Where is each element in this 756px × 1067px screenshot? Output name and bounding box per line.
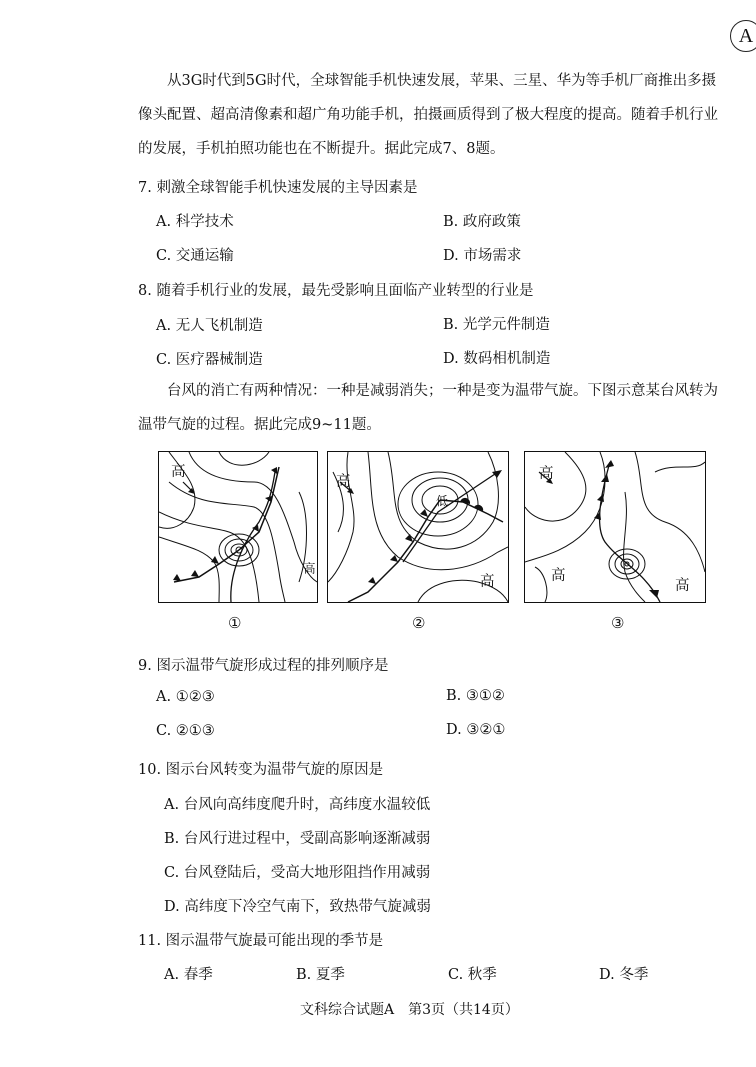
- map1-high-east: 高: [302, 562, 316, 574]
- q10-option-c[interactable]: C. 台风登陆后，受高大地形阻挡作用减弱: [164, 865, 431, 881]
- map2-high-west: 高: [336, 474, 351, 490]
- q8-option-b[interactable]: B. 光学元件制造: [443, 317, 550, 333]
- map-label-3: ③: [611, 614, 625, 632]
- q8-option-a[interactable]: A. 无人飞机制造: [156, 318, 263, 334]
- map3-high-nw: 高: [539, 466, 554, 482]
- weather-map-2: [327, 451, 509, 603]
- q9-option-d[interactable]: D. ③②①: [446, 722, 506, 738]
- q10-option-d[interactable]: D. 高纬度下冷空气南下，致热带气旋减弱: [164, 899, 431, 915]
- page-footer: 文科综合试题A 第3页（共14页）: [300, 1002, 519, 1018]
- q11-option-b[interactable]: B. 夏季: [296, 967, 345, 983]
- weather-map-3: [524, 451, 706, 603]
- paper-version-mark: A: [730, 20, 756, 52]
- q9-option-c[interactable]: C. ②①③: [156, 723, 215, 739]
- map2-low-center: 低: [436, 494, 449, 508]
- q7-option-b[interactable]: B. 政府政策: [443, 214, 521, 230]
- q10-option-b[interactable]: B. 台风行进过程中，受副高影响逐渐减弱: [164, 831, 431, 847]
- q8-option-d[interactable]: D. 数码相机制造: [443, 351, 551, 367]
- q10-option-a[interactable]: A. 台风向高纬度爬升时，高纬度水温较低: [164, 797, 431, 813]
- map-label-2: ②: [412, 614, 426, 632]
- q11-option-d[interactable]: D. 冬季: [599, 967, 649, 983]
- question-9-stem: 9. 图示温带气旋形成过程的排列顺序是: [138, 658, 389, 674]
- q7-option-c[interactable]: C. 交通运输: [156, 248, 234, 264]
- map1-high-nw: 高: [171, 464, 186, 480]
- question-7-stem: 7. 刺激全球智能手机快速发展的主导因素是: [138, 180, 418, 196]
- map-label-1: ①: [228, 614, 242, 632]
- weather-map-1: [158, 451, 318, 603]
- question-11-stem: 11. 图示温带气旋最可能出现的季节是: [138, 933, 384, 949]
- q9-option-a[interactable]: A. ①②③: [156, 689, 215, 705]
- intro-paragraph-typhoon: 台风的消亡有两种情况：一种是减弱消失；一种是变为温带气旋。下图示意某台风转为温带气旋的过程。据此完成9~11题。: [138, 383, 718, 433]
- map2-high-southeast: 高: [480, 574, 495, 590]
- q7-option-d[interactable]: D. 市场需求: [443, 248, 522, 264]
- q7-option-a[interactable]: A. 科学技术: [156, 214, 234, 230]
- map3-high-southeast: 高: [675, 578, 690, 594]
- q11-option-a[interactable]: A. 春季: [164, 967, 213, 983]
- intro-paragraph-phones: 从3G时代到5G时代，全球智能手机快速发展，苹果、三星、华为等手机厂商推出多摄像头配置、超高清像素和超广角功能手机，拍摄画质得到了极大程度的提高。随着手机行业的发展，手机拍照功能也在不断提升。据此完成7、8题。: [138, 73, 718, 157]
- question-8-stem: 8. 随着手机行业的发展，最先受影响且面临产业转型的行业是: [138, 283, 534, 299]
- q11-option-c[interactable]: C. 秋季: [448, 967, 497, 983]
- map3-high-southwest: 高: [551, 568, 566, 584]
- q9-option-b[interactable]: B. ③①②: [446, 688, 505, 704]
- question-10-stem: 10. 图示台风转变为温带气旋的原因是: [138, 762, 384, 778]
- q8-option-c[interactable]: C. 医疗器械制造: [156, 352, 263, 368]
